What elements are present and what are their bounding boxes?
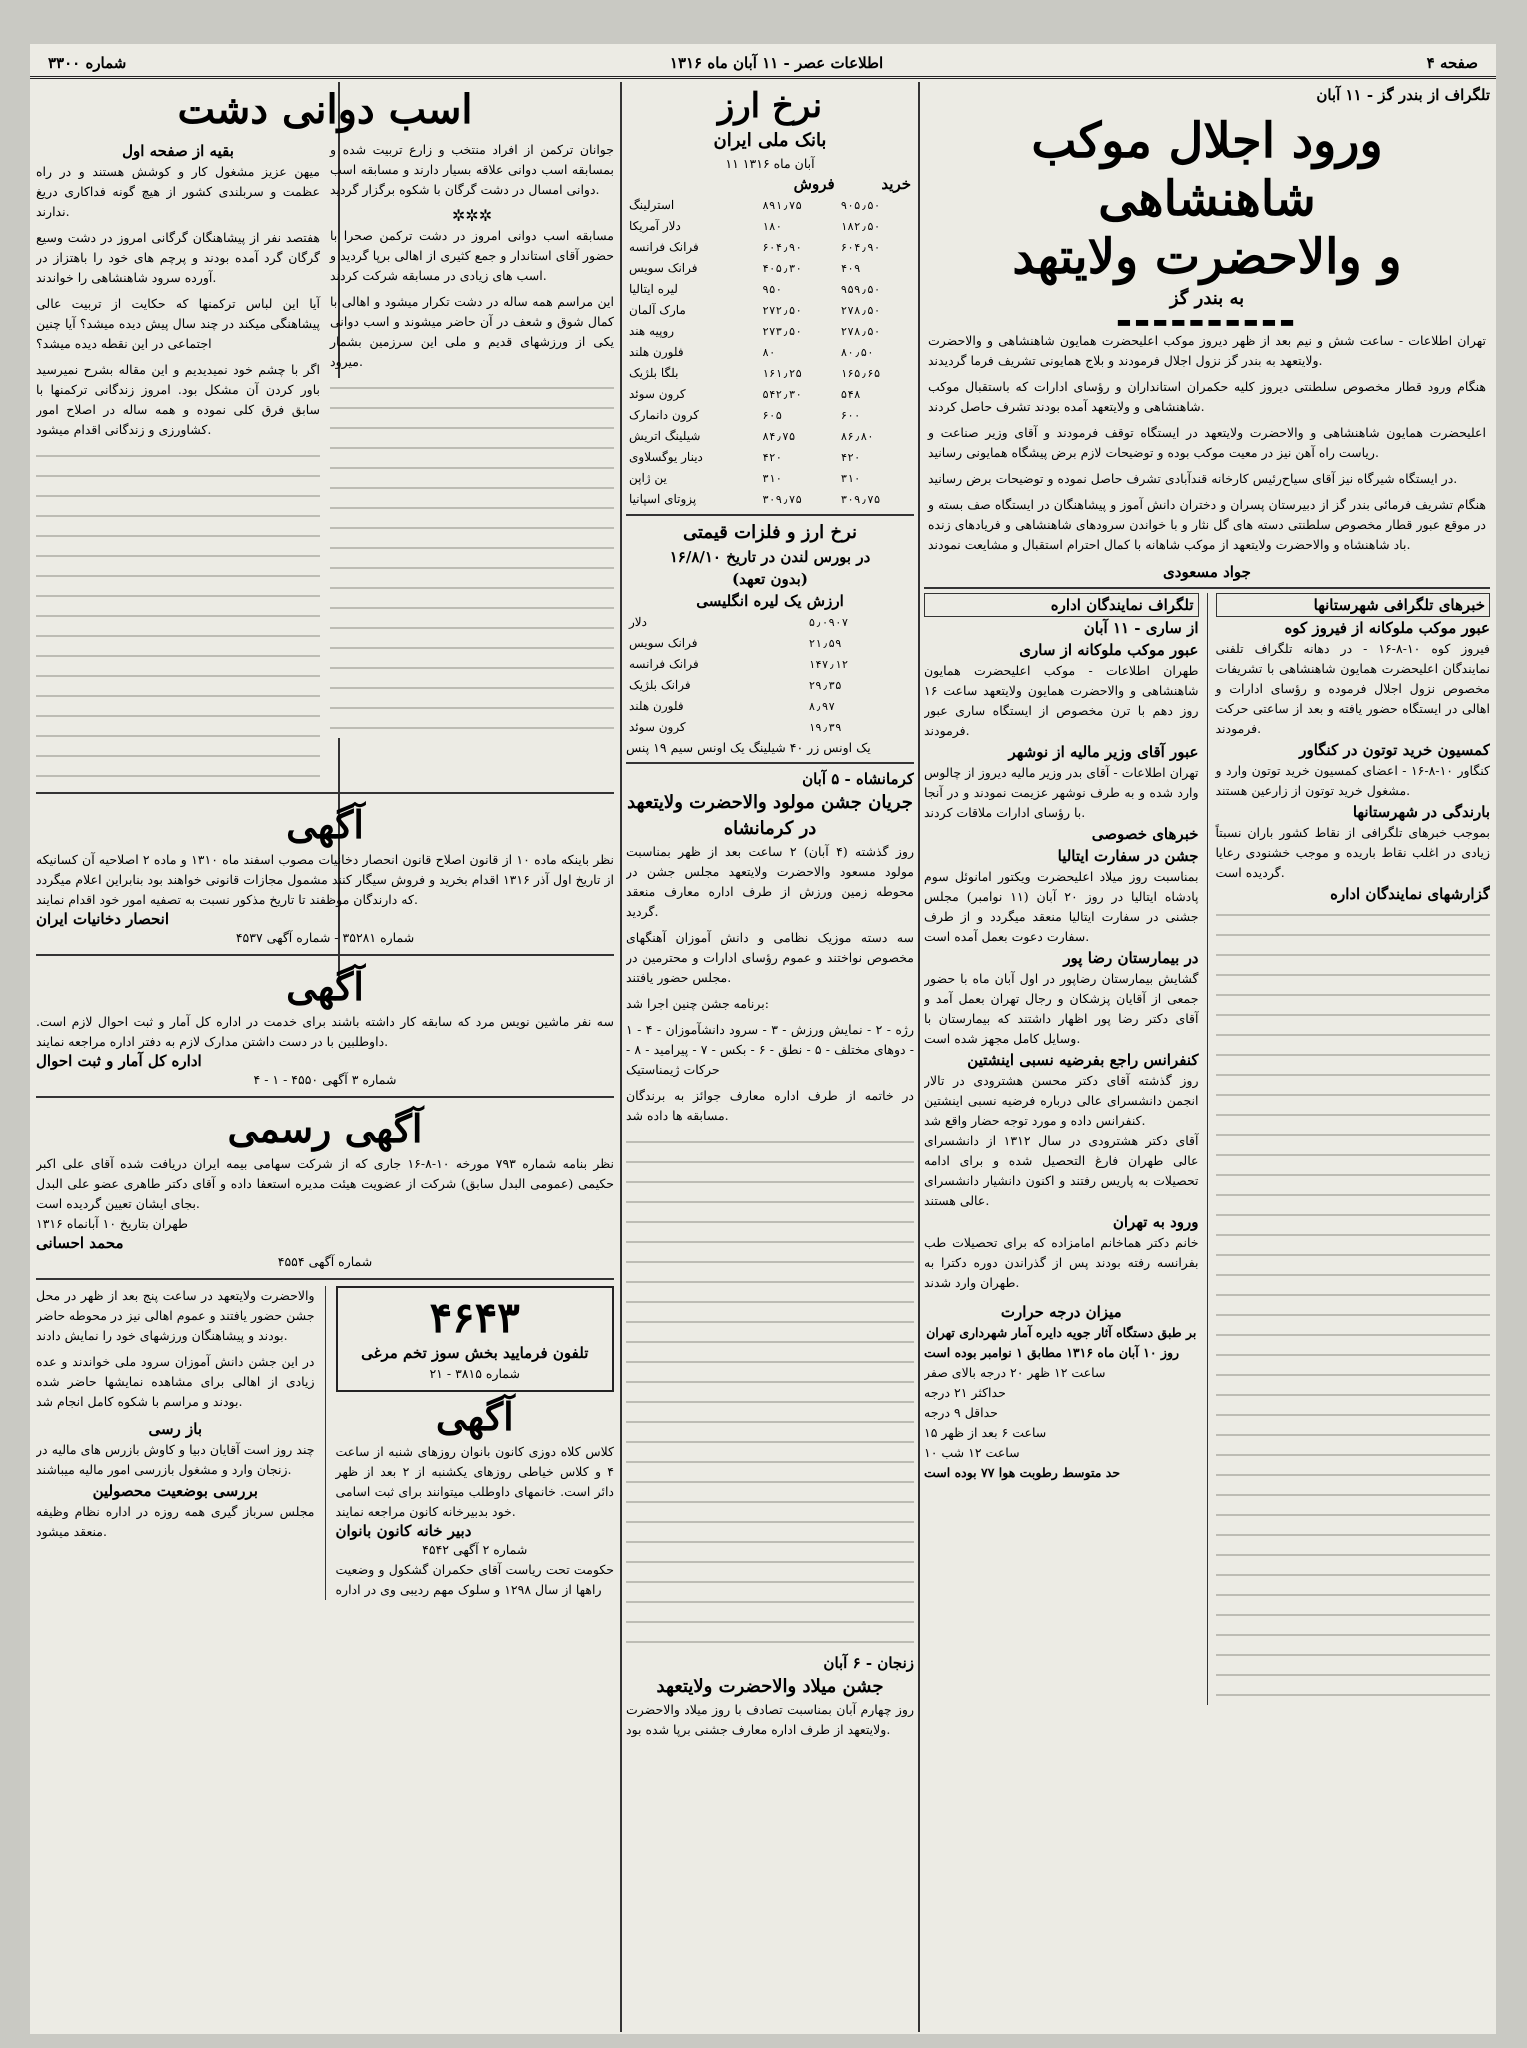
temperature-row: ساعت ۱۲ شب ۱۰ [924, 1445, 1020, 1460]
story-body: بمناسبت روز میلاد اعلیحضرت ویکتور امانوئل سوم پادشاه ایتالیا در روز ۲۰ آبان (۱۱ نوامبر) مجلس جشنی در سفارت ایتالیا منعقد میگردد و از طرف سفارت دعوت بعمل آمده است. [924, 869, 1199, 944]
story-title: از ساری - ۱۱ آبان [1083, 619, 1199, 637]
section-title: تلگراف نمایندگان اداره [924, 593, 1199, 617]
paragraph: در خاتمه از طرف اداره معارف جوائز به برندگان مسابقه ها داده شد. [626, 1088, 914, 1123]
column-rule [325, 1286, 326, 1600]
ad-number: شماره ۳ آگهی ۴۵۵۰ - ۱ - ۴ [253, 1072, 397, 1087]
table-header [626, 174, 914, 195]
sell-rate: ۸۹۱٫۷۵ [762, 199, 802, 212]
subheadline: به بندر گز [1169, 288, 1245, 309]
currency-name: کرون سوئد [629, 387, 686, 401]
table-row [626, 633, 914, 654]
two-column-story [36, 140, 614, 786]
ad-number: شماره ۲ آگهی ۴۵۴۲ [422, 1542, 528, 1557]
currency-name: دلار آمریکا [629, 219, 681, 233]
table-row [626, 195, 914, 216]
currency-name: فرانک فرانسه [629, 657, 699, 671]
section-rule [924, 587, 1490, 589]
paragraph: برنامه جشن چنین اجرا شد: [626, 996, 769, 1011]
sell-rate: ۴۰۵٫۳۰ [762, 262, 802, 275]
table-row [626, 696, 914, 717]
rates-title: نرخ ارز [717, 86, 823, 126]
table-row [626, 321, 914, 342]
temperature-row: ساعت ۱۲ ظهر ۲۰ درجه بالای صفر [924, 1365, 1106, 1380]
column-right [924, 84, 1490, 2024]
ad-title: آگهی رسمی [227, 1106, 423, 1151]
story-body: آقای دکتر هشترودی در سال ۱۳۱۲ از دانشسرای عالی طهران فارغ التحصیل شده و برای ادامه تحصیلات به پاریس رفتند و اکنون دانشیار دانشسرای عالی هستند. [924, 1133, 1199, 1208]
rate-value: ۲۱٫۵۹ [808, 637, 842, 650]
story-body: خانم دکتر هماخانم امامزاده که برای تحصیلات طب بفرانسه رفته بودند پس از گذراندن دوره دکترا به طهران وارد شدند. [924, 1235, 1199, 1290]
metals-note: (بدون تعهد) [732, 570, 808, 588]
sell-rate: ۶۰۴٫۹۰ [762, 241, 802, 254]
sell-rate: ۵۴۲٫۳۰ [762, 388, 802, 401]
buy-rate: ۹۰۵٫۵۰ [840, 199, 881, 212]
rate-value: ۵٫۰۹۰۷ [808, 616, 849, 629]
table-row [626, 405, 914, 426]
section-rule [36, 1278, 614, 1280]
ad-signature: اداره کل آمار و ثبت احوال [36, 1052, 202, 1070]
bottom-news [36, 1286, 315, 1600]
table-row [626, 675, 914, 696]
buy-rate: ۲۷۸٫۵۰ [840, 325, 881, 338]
story-body [626, 842, 914, 1126]
news-split [924, 593, 1490, 1705]
story-title: جریان جشن مولود والاحضرت ولایتعهد در کرمانشاه [627, 792, 913, 839]
rate-value: ۱۴۷٫۱۲ [808, 658, 849, 671]
story-dateline: زنجان - ۶ آبان [823, 1654, 914, 1672]
london-rates-table [626, 612, 914, 738]
paragraph: اعلیحضرت همایون شاهنشاهی و والاحضرت ولایتعهد در ایستگاه توقف فرمودند و آقای وزیر صناعت و ریاست راه آهن نیز در معیت موکب بوده و توضیحات لازم برض پیشگاه همایونی رسانید. [928, 425, 1486, 460]
currency-name: استرلینگ [629, 198, 675, 212]
bottom-split [36, 1286, 614, 1600]
rate-value: ۲۹٫۳۵ [808, 679, 842, 692]
temperature-title: میزان درجه حرارت [1000, 1303, 1122, 1321]
currency-name: روپیه هند [629, 324, 675, 338]
buy-rate: ۸۶٫۸۰ [840, 430, 874, 443]
headline: ورود اجلال موکب شاهنشاهی [1031, 113, 1383, 227]
section-rule [36, 1096, 614, 1098]
table-row [626, 426, 914, 447]
ad-body: نظر بنامه شماره ۷۹۳ مورخه ۱۰-۸-۱۶ جاری که از شرکت سهامی بیمه ایران دریافت شده آقای علی اکبر حکیمی (عمومی البدل سابق) شرکت از عضویت هیئت مدیره استعفا داده و آقای دکتر طاهری عضو علی البدل بجای ایشان تعیین گردیده است. [36, 1156, 614, 1211]
paragraph: روز گذشته (۴ آبان) ۲ ساعت بعد از ظهر بمناسبت مولود مسعود والاحضرت ولایتعهد مجلس جشن در محوطه زمین ورزش از طرف اداره معارف منعقد گردید. [626, 844, 914, 919]
buy-rate: ۶۰۴٫۹۰ [840, 241, 881, 254]
temperature-row: حداقل ۹ درجه [924, 1405, 998, 1420]
story-title: بارندگی در شهرستانها [1352, 803, 1490, 821]
temperature-subtitle: بر طبق دستگاه آثار جویه دایره آمار شهرداری تهران [926, 1325, 1197, 1340]
currency-name: مارک آلمان [629, 303, 686, 317]
ad-note: حکومت تحت ریاست آقای حکمران گشکول و وضعیت راهها از سال ۱۲۹۸ و سلوک مهم ردیبی وی در اداره [335, 1562, 614, 1597]
section-rule [626, 514, 914, 516]
currency-name: فرانک بلژیک [629, 678, 691, 692]
story-body [330, 140, 614, 372]
paragraph: سه دسته موزیک نظامی و دانش آموزان آهنگهای مخصوص نواختند و عموم رؤسای ادارات و محترمین در مجلس حضور یافتند. [626, 930, 914, 985]
currency-name: فلورن هلند [629, 699, 684, 713]
filler-text [36, 446, 320, 786]
story-title: جشن میلاد والاحضرت ولایتعهد [656, 1676, 884, 1697]
buy-rate: ۱۶۵٫۶۵ [840, 367, 881, 380]
table-row [626, 717, 914, 738]
story-title: عبور موکب ملوکانه از فیروز کوه [1284, 619, 1490, 637]
currency-name: فرانک سویس [629, 636, 698, 650]
buy-rate: ۲۷۸٫۵۰ [840, 304, 881, 317]
continued-label: بقیه از صفحه اول [122, 142, 234, 160]
metals-title: نرخ ارز و فلزات قیمتی [682, 522, 858, 543]
table-row [626, 216, 914, 237]
table-row [626, 612, 914, 633]
metals-footnote: یک اونس زر ۴۰ شیلینگ یک اونس سیم ۱۹ پنس [626, 740, 871, 755]
ad-number: شماره ۳۵۲۸۱ - شماره آگهی ۴۵۳۷ [235, 930, 415, 945]
story-body: کنگاور ۱۰-۸-۱۶ - اعضای کمسیون خرید توتون وارد و مشغول خرید توتون از زارعین هستند. [1215, 763, 1490, 798]
metals-subtitle: در بورس لندن در تاریخ ۱۶/۸/۱۰ [669, 548, 871, 566]
currency-name: ین ژاپن [629, 471, 667, 485]
section-rule [36, 954, 614, 956]
paragraph: در این جشن دانش آموزان سرود ملی خواندند و عده زیادی از اهالی برای مشاهده نمایشها حاضر شده بودند و مراسم با شکوه کامل انجام شد. [36, 1354, 315, 1409]
buy-rate: ۵۴۸ [840, 388, 861, 401]
continued-article [36, 140, 320, 786]
section-title: خبرهای تلگرافی شهرستانها [1216, 593, 1491, 617]
story-body: فیروز کوه ۱۰-۸-۱۶ - در دهانه تلگراف تلفنی نمایندگان اعلیحضرت همایون شاهنشاهی با تشریفات مخصوص نزول اجلال فرموده و رؤسای ادارات و اهالی در ایستگاه حضور یافته و بعد از ساعتی حرکت فرمودند. [1215, 641, 1490, 736]
phone-number: ۴۶۴۳ [429, 1293, 520, 1342]
currency-name: شیلینگ اتریش [629, 429, 701, 443]
table-row [626, 237, 914, 258]
ad-body: نظر باینکه ماده ۱۰ از قانون اصلاح قانون انحصار دخانیات مصوب اسفند ماه ۱۳۱۰ و ماده ۲ اصلاحیه آن کسانیکه از تاریخ اول آذر ۱۳۱۶ اقدام بخرید و فروش سیگار کنند مشمول مجازات قانونی خواهند بود بنابراین اعلام میگردد که دارندگان موظفند تا تاریخ مذکور نسبت به تصفیه امور خود اقدام نمایند. [36, 852, 614, 907]
paragraph: تهران اطلاعات - ساعت شش و نیم بعد از ظهر دیروز موکب اعلیحضرت همایون شاهنشاهی و والاحضرت ولایتعهد به بندر گز نزول اجلال فرمودند و بلاج همایونی تشریف فرما گردیدند. [928, 333, 1486, 368]
page-header [30, 50, 1496, 79]
divider: ▬▬▬▬▬▬▬▬▬▬ [1116, 312, 1298, 331]
filler-text [1216, 905, 1491, 1705]
story-body: روز چهارم آبان بمناسبت تصادف با روز میلاد والاحضرت ولایتعهد از طرف اداره معارف جشنی برپا شده بود. [626, 1702, 914, 1737]
telegraph-column [924, 593, 1199, 1705]
story-title: گزارشهای نمایندگان اداره [1330, 885, 1490, 903]
story-body [36, 162, 320, 440]
ad-title: آگهی [286, 802, 364, 847]
ad-signature: محمد احسانی [36, 1234, 124, 1252]
sell-rate: ۲۷۲٫۵۰ [762, 304, 802, 317]
paragraph: ۱ - رژه - ۲ - نمایش ورزش - ۳ - سرود دانشآموزان - ۴ - دوهای مختلف - ۵ - نطق - ۶ - بکس - ۷ - پیرامید - ۸ - حرکات ژیمناستیک [626, 1022, 914, 1077]
sell-rate: ۸۴٫۷۵ [762, 430, 796, 443]
story-title: کمسیون خرید توتون در کنگاور [1299, 741, 1490, 759]
story-title: بررسی بوضعیت محصولین [92, 1482, 258, 1500]
currency-name: بلگا بلژیک [629, 366, 679, 380]
ad-title: آگهی [286, 964, 364, 1009]
ad-number: شماره آگهی ۴۵۵۴ [277, 1254, 373, 1269]
table-row [626, 489, 914, 510]
paragraph: در ایستگاه شیرگاه نیز آقای سیاح‌رئیس کارخانه قندآبادی تشرف حاصل نموده و توضیحات برض رسانید. [928, 471, 1458, 486]
story-headline: عبور موکب ملوکانه از ساری [1019, 641, 1199, 659]
currency-name: فرانک سویس [629, 261, 698, 275]
sell-rate: ۱۸۰ [762, 220, 783, 233]
sell-rate: ۴۲۰ [762, 451, 783, 464]
buy-rate: ۴۰۹ [840, 262, 861, 275]
currency-name: کرون سوئد [629, 720, 686, 734]
paragraph: هفتصد نفر از پیشاهنگان گرگانی امروز در دشت وسیع گرگان گرد آمده بودند و پرچم های خود را باهتزاز در آورده سرود شاهنشاهی را خواندند. [36, 230, 320, 285]
story-body: گشایش بیمارستان رضاپور در اول آبان ماه با حضور جمعی از آقایان پزشکان و رجال تهران بعمل آمد و آقای دکتر رضا پور اظهار داشتند که بیمارستان با وسایل کامل مجهز شده است. [924, 971, 1199, 1046]
paragraph: اگر با چشم خود نمیدیدیم و این مقاله بشرح نمیرسید باور کردن آن مشکل بود. امروز زندگانی ترکمنها با سابق فرق کلی نموده و همه ساله در اصلاح امور کشاورزی و زندگانی اقدام میشود. [36, 362, 320, 437]
temperature-day: روز ۱۰ آبان ماه ۱۳۱۶ مطابق ۱ نوامبر بوده است [924, 1345, 1180, 1360]
buy-rate: ۴۲۰ [840, 451, 861, 464]
temperature-note: حد متوسط رطوبت هوا ۷۷ بوده است [924, 1465, 1121, 1480]
buy-rate: ۸۰٫۵۰ [840, 346, 874, 359]
story-dateline: کرمانشاه - ۵ آبان [802, 770, 914, 788]
story-body: تهران اطلاعات - آقای بدر وزیر مالیه دیروز از چالوس وارد شده و به طرف نوشهر عزیمت نمودند و در آنجا با رؤسای ادارات ملاقات کردند. [924, 765, 1199, 820]
provinces-column [1216, 593, 1491, 1705]
metals-basis: ارزش یک لیره انگلیسی [696, 592, 844, 610]
ad-signature: دبیر خانه کانون بانوان [335, 1522, 472, 1540]
paragraph: میهن عزیز مشغول کار و کوشش هستند و در راه عظمت و سربلندی کشور از هیچ گونه فداکاری دریغ ندارند. [36, 164, 320, 219]
issue-number: شماره ۳۳۰۰ [48, 54, 127, 72]
ad-body: کلاس کلاه دوزی کانون بانوان روزهای شنبه از ساعت ۴ و کلاس خیاطی روزهای یکشنبه از ۲ بعد از ظهر دائر است. خانمهای داوطلب میتوانند برای ثبت اسامی خود بدبیرخانه کانون مراجعه نمایند. [335, 1444, 614, 1519]
paragraph: هنگام ورود قطار مخصوص سلطنتی دیروز کلیه حکمران استانداران و رؤسای ادارات که باستقبال موکب شاهنشاهی و ولایتعهد آمده بودند تشرف حاصل کردند. [928, 379, 1486, 414]
byline: جواد مسعودی [1163, 563, 1251, 581]
lead-article [924, 331, 1490, 555]
column-middle [626, 84, 914, 2024]
paragraph: والاحضرت ولایتعهد در ساعت پنج بعد از ظهر در محل جشن حضور یافتند و عموم اهالی نیز در محوطه حاضر بودند و پیشاهنگان ورزشهای خود را نمایش دادند. [36, 1288, 315, 1343]
buy-rate: ۳۰۹٫۷۵ [840, 493, 881, 506]
column-left [36, 84, 614, 2024]
sell-rate: ۹۵۰ [762, 283, 783, 296]
temperature-row: حداکثر ۲۱ درجه [924, 1385, 1006, 1400]
buy-rate: ۶۰۰ [840, 409, 861, 422]
rate-value: ۸٫۹۷ [808, 700, 836, 713]
table-row [626, 447, 914, 468]
buy-rate: ۳۱۰ [840, 472, 861, 485]
story-title: جشن در سفارت ایتالیا [1057, 847, 1199, 865]
ad-date: طهران بتاریخ ۱۰ آبانماه ۱۳۱۶ [36, 1216, 188, 1231]
story-title: کنفرانس راجع بفرضیه نسبی اینشتین [967, 1051, 1199, 1069]
buy-rate: ۱۸۲٫۵۰ [840, 220, 881, 233]
table-row [626, 384, 914, 405]
dateline: تلگراف از بندر گز - ۱۱ آبان [1316, 86, 1490, 104]
table-row [626, 363, 914, 384]
article-title: اسب دوانی دشت [177, 86, 473, 133]
racing-article [330, 140, 614, 786]
section-rule [626, 762, 914, 764]
currency-name: فلورن هلند [629, 345, 684, 359]
filler-text [626, 1132, 914, 1652]
sell-rate: ۳۱۰ [762, 472, 783, 485]
ad-signature: انحصار دخانیات ایران [36, 910, 170, 928]
sell-rate: ۶۰۵ [762, 409, 783, 422]
phone-text: تلفون فرمایید بخش سوز تخم مرغی [361, 1344, 589, 1362]
paragraph: آیا این لباس ترکمنها که حکایت از تربیت عالی پیشاهنگی میکند در چند سال پیش دیده میشد؟ آیا چنین اجتماعی در این نقطه دیده میشد؟ [36, 296, 320, 351]
rates-date: ۱۱ آبان ماه ۱۳۱۶ [725, 156, 815, 171]
sell-rate: ۲۷۳٫۵۰ [762, 325, 802, 338]
currency-name: پزوتای اسپانیا [629, 492, 697, 506]
paragraph: مسابقه اسب دوانی امروز در دشت ترکمن صحرا با حضور آقای استاندار و جمع کثیری از اهالی برپا گردید و اسب های زیادی در مسابقه شرکت کردند. [330, 228, 614, 283]
sell-rate: ۱۶۱٫۲۵ [762, 367, 802, 380]
rate-value: ۱۹٫۳۹ [808, 721, 842, 734]
currency-name: کرون دانمارک [629, 408, 699, 422]
story-body: چند روز است آقایان دبیا و کاوش بازرس های مالیه در زنجان وارد و مشغول بازرسی امور مالیه میباشند. [36, 1442, 315, 1477]
section-title: خبرهای خصوصی [1091, 825, 1199, 843]
story-body: بموجب خبرهای تلگرافی از نقاط کشور باران نسبتاً زیادی در اغلب نقاط باریده و موجب خشنودی رعایا گردیده است. [1215, 825, 1490, 880]
ornament: ✲✲✲ [451, 206, 493, 225]
temperature-row: ساعت ۶ بعد از ظهر ۱۵ [924, 1425, 1047, 1440]
table-row [626, 468, 914, 489]
paragraph: جوانان ترکمن از افراد منتخب و زارع تربیت شده و بمسابقه اسب دوانی علاقه بسیار دارند و مسابقه اسب دوانی امسال در دشت گرگان با شکوه برگزار گردید. [330, 142, 614, 197]
buy-rate: ۹۵۹٫۵۰ [840, 283, 881, 296]
filler-text [330, 378, 614, 738]
table-row [626, 342, 914, 363]
table-row [626, 300, 914, 321]
currency-name: دینار یوگسلاوی [629, 450, 703, 464]
story-title: ورود به تهران [1112, 1213, 1199, 1231]
story-title: عبور آقای وزیر مالیه از نوشهر [1008, 743, 1199, 761]
ad-title: آگهی [435, 1394, 514, 1439]
section-rule [36, 792, 614, 794]
rates-subtitle: بانک ملی ایران [713, 130, 827, 151]
currency-name: فرانک فرانسه [629, 240, 699, 254]
column-header: خرید [881, 175, 911, 193]
exchange-rate-table [626, 174, 914, 510]
headline-second: و والاحضرت ولایتهد [1012, 229, 1402, 285]
phone-sub: شماره ۳۸۱۵ - ۲۱ [429, 1366, 521, 1381]
story-body: روز گذشته آقای دکتر محسن هشترودی در تالار انجمن دانشسرای عالی درباره فرضیه نسبی اینشتین کنفرانس داده و مورد توجه حضار واقع شد. [924, 1073, 1199, 1128]
column-rule [1207, 593, 1208, 1705]
table-row [626, 654, 914, 675]
story-body: مجلس سرباز گیری همه روزه در اداره نظام وظیفه منعقد میشود. [36, 1504, 315, 1539]
bottom-ads [336, 1286, 615, 1600]
sell-rate: ۸۰ [762, 346, 776, 359]
masthead-date: اطلاعات عصر - ۱۱ آبان ماه ۱۳۱۶ [669, 54, 884, 72]
phone-ad [336, 1286, 615, 1392]
story-body [36, 1286, 315, 1412]
currency-name: لیره ایتالیا [629, 282, 678, 296]
paragraph: هنگام تشریف فرمائی بندر گز از دبیرستان پسران و دختران دانش آموز و پیشاهنگان در ایستگاه صف بسته و در موقع عبور قطار مخصوص سلطنتی دسته های گل نثار و با خواندن سرودهای شاهنشاهی و فریادهای زنده باد شاهنشاه و والاحضرت ولایتعهد از موکب شاهانه با کمال احترام استقبال و مشایعت نمودند. [928, 497, 1486, 552]
table-row [626, 279, 914, 300]
ad-body: سه نفر ماشین نویس مرد که سابقه کار داشته باشند برای خدمت در اداره کل آمار و ثبت احوال لازم است. داوطلبین با در دست داشتن مدارک لازم به دفتر اداره مراجعه نمایند. [36, 1014, 614, 1049]
column-header: فروش [793, 175, 835, 193]
page-number: صفحه ۴ [1426, 54, 1478, 72]
currency-name: دلار [629, 615, 647, 629]
paragraph: این مراسم همه ساله در دشت تکرار میشود و اهالی با کمال شوق و شعف در آن حاضر میشوند و اسب دوانی یکی از ورزشهای قدیم و ملی این سرزمین بشمار میرود. [330, 294, 614, 369]
story-title: در بیمارستان رضا پور [1063, 949, 1199, 967]
table-row [626, 258, 914, 279]
story-title: باز رسی [148, 1420, 203, 1438]
story-body: طهران اطلاعات - موکب اعلیحضرت همایون شاهنشاهی و والاحضرت همایون ولایتعهد ساعت ۱۶ روز دهم با ترن مخصوص از ایستگاه ساری عبور فرمودند. [924, 663, 1199, 738]
column-rule [620, 82, 622, 2032]
sell-rate: ۳۰۹٫۷۵ [762, 493, 802, 506]
column-rule [918, 82, 920, 2032]
